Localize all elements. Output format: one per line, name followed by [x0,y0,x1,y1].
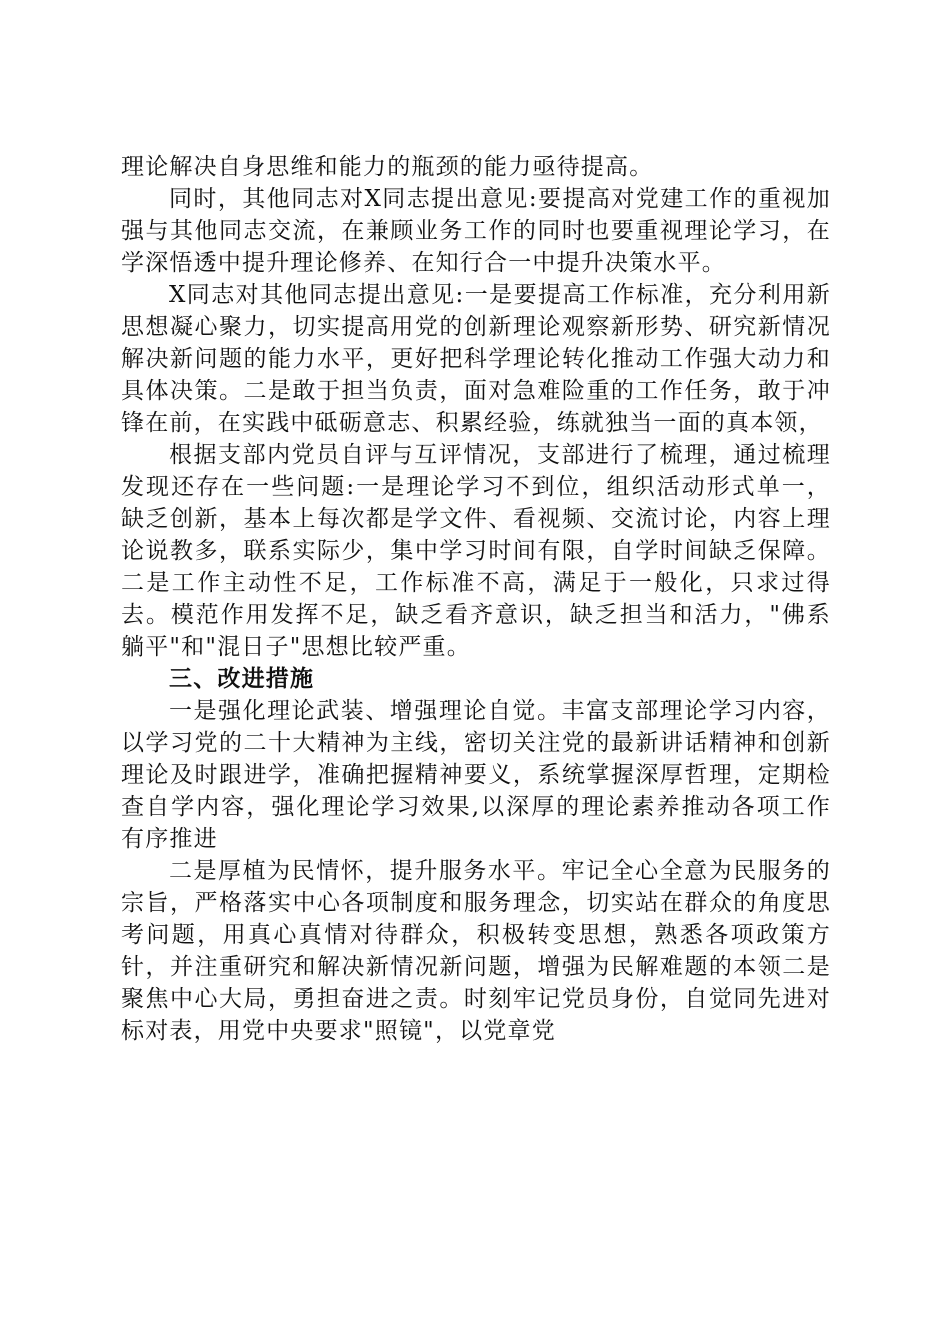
paragraph-opinions-from-x: X同志对其他同志提出意见:一是要提高工作标准，充分利用新思想凝心聚力，切实提高用党的创新理论观察新形势、研究新情况解决新问题的能力水平，更好把科学理论转化推动工作强大动力和具体决策。二是敢于担当负责，面对急难险重的工作任务，敢于冲锋在前，在实践中砥砺意志、积累经验，练就独当一面的真本领， [121,282,831,436]
section-heading: 三、改进措施 [169,665,315,692]
paragraph-opinions-to-x: 同时，其他同志对X同志提出意见:要提高对党建工作的重视加强与其他同志交流，在兼顾业务工作的同时也要重视理论学习，在学深悟透中提升理论修养、在知行合一中提升决策水平。 [121,186,831,276]
paragraph-measure-2: 二是厚植为民情怀，提升服务水平。牢记全心全意为民服务的宗旨，严格落实中心各项制度和服务理念，切实站在群众的角度思考问题，用真心真情对待群众，积极转变思想，熟悉各项政策方针，并注重研究和解决新情况新问题，增强为民解难题的本领二是聚焦中心大局，勇担奋进之责。时刻牢记党员身份，自觉同先进对标对表，用党中央要求"照镜"，以党章党 [121,858,831,1044]
paragraph-measure-1: 一是强化理论武装、增强理论自觉。丰富支部理论学习内容，以学习党的二十大精神为主线，密切关注党的最新讲话精神和创新理论及时跟进学，准确把握精神要义，系统掌握深厚哲理，定期检查自学内容，强化理论学习效果,以深厚的理论素养推动各项工作有序推进 [121,698,831,852]
paragraph-problems-summary: 根据支部内党员自评与互评情况，支部进行了梳理，通过梳理发现还存在一些问题:一是理论学习不到位，组织活动形式单一，缺乏创新，基本上每次都是学文件、看视频、交流讨论，内容上理论说教多，联系实际少，集中学习时间有限，自学时间缺乏保障。二是工作主动性不足，工作标准不高，满足于一般化，只求过得去。模范作用发挥不足，缺乏看齐意识，缺乏担当和活力，"佛系躺平"和"混日子"思想比较严重。 [121,442,831,660]
paragraph-continuation: 理论解决自身思维和能力的瓶颈的能力亟待提高。 [121,154,654,180]
document-page [121,151,831,1047]
